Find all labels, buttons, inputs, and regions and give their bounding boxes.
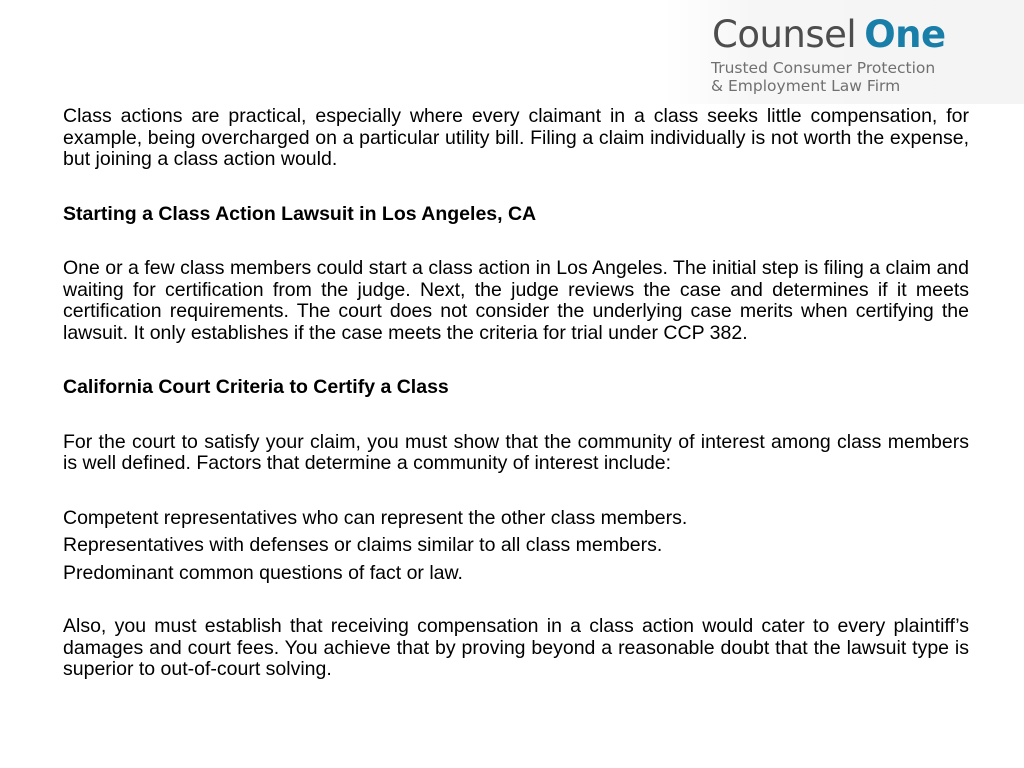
community-of-interest-factors	[63, 508, 969, 585]
logo-wordmark	[712, 10, 946, 60]
court-criteria-paragraph: For the court to satisfy your claim, you must show that the community of interest among class members is well defined. Factors that determine a community of interest include:	[63, 430, 969, 474]
factor-item: Competent representatives who can represent the other class members.	[63, 506, 688, 529]
logo-tagline-line-1: Trusted Consumer Protection	[711, 59, 936, 77]
article-body	[63, 106, 969, 714]
section-heading-starting-class-action: Starting a Class Action Lawsuit in Los Angeles, CA	[63, 202, 537, 225]
logo-name-counsel: Counsel	[712, 13, 857, 56]
logo-name-one: One	[864, 13, 946, 56]
logo-tagline	[711, 59, 935, 95]
intro-paragraph: Class actions are practical, especially where every claimant in a class seeks little compensation, for example, being overcharged on a particular utility bill. Filing a claim individually is not worth the expense, but joining a class action would.	[63, 105, 969, 170]
starting-class-action-paragraph: One or a few class members could start a class action in Los Angeles. The initial step is filing a claim and waiting for certification from the judge. Next, the judge reviews the case and determines if it meets certification requirements. The court does not consider the underlying case merits when certifying the lawsuit. It only establishes if the case meets the criteria for trial under CCP 382.	[63, 257, 969, 344]
factor-item: Predominant common questions of fact or law.	[63, 561, 463, 584]
section-heading-court-criteria: California Court Criteria to Certify a Class	[63, 376, 449, 398]
logo-tagline-line-2: & Employment Law Firm	[711, 77, 901, 95]
compensation-paragraph: Also, you must establish that receiving compensation in a class action would cater to every plaintiff’s damages and court fees. You achieve that by proving beyond a reasonable doubt that the lawsuit type is superior to out-of-court solving.	[63, 615, 969, 680]
factor-item: Representatives with defenses or claims similar to all class members.	[63, 534, 663, 556]
